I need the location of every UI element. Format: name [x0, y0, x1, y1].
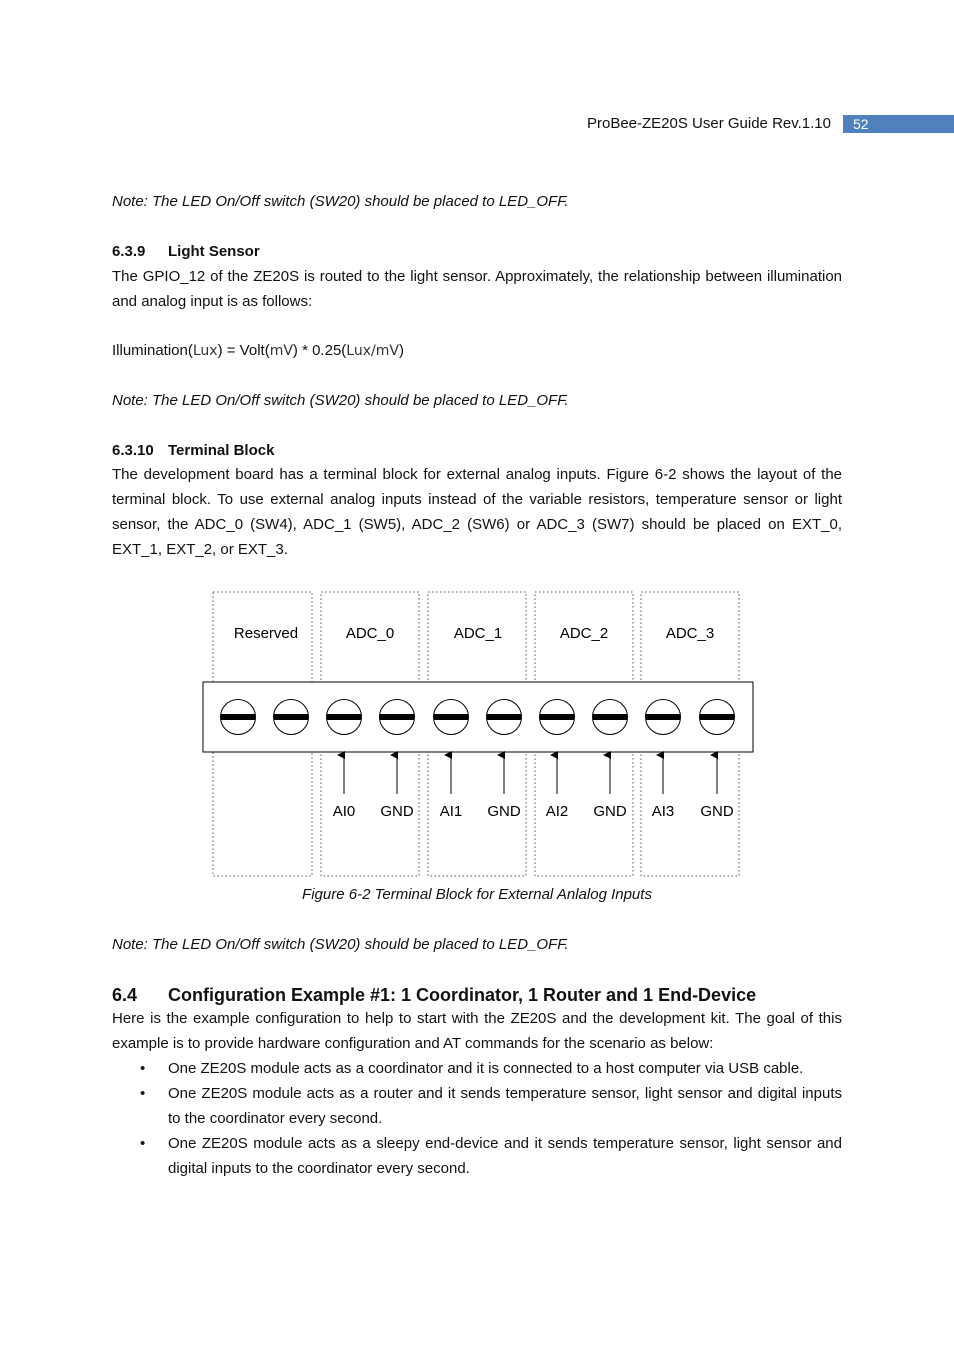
- formula-part: ) = Volt(: [217, 342, 270, 359]
- terminal-block-paragraph: The development board has a terminal block for external analog inputs. Figure 6-2 shows the layout of the terminal block. To use external analog inputs instead of the variable resistors, temperature sensor or light sensor, the ADC_0 (SW4), ADC_1 (SW5), ADC_2 (SW6) or ADC_3 (SW7) should be placed on EXT_0, EXT_1, EXT_2, or EXT_3.: [112, 466, 842, 558]
- pin-label-gnd: GND: [487, 803, 521, 820]
- formula-unit-lux-per-mv: Lux/mV: [346, 343, 399, 359]
- pin-label-ai2: AI2: [545, 803, 569, 820]
- light-sensor-paragraph: The GPIO_12 of the ZE20S is routed to the light sensor. Approximately, the relationship between illumination and analog input is as follows:: [112, 268, 842, 310]
- pin-label-ai3: AI3: [651, 803, 675, 820]
- pin-label-ai1: AI1: [439, 803, 463, 820]
- screw-terminal: [380, 700, 415, 735]
- note-led-3: Note: The LED On/Off switch (SW20) should be placed to LED_OFF.: [112, 936, 569, 953]
- bullet-dot: •: [140, 1060, 146, 1077]
- screw-terminal: [540, 700, 575, 735]
- config-example-paragraph: Here is the example configuration to help to start with the ZE20S and the development kit. The goal of this example is to provide hardware configuration and AT commands for the scenario as below:: [112, 1010, 842, 1052]
- bullet-dot: •: [140, 1085, 146, 1102]
- group-label-adc2: ADC_2: [559, 625, 609, 642]
- screw-terminal: [700, 700, 735, 735]
- list-item-text: One ZE20S module acts as a sleepy end-device and it sends temperature sensor, light sensor and digital inputs to the coordinator every second.: [168, 1135, 842, 1177]
- heading-title: Light Sensor: [168, 243, 260, 260]
- formula-unit-lux: Lux: [192, 343, 218, 359]
- heading-title: Terminal Block: [168, 442, 275, 459]
- heading-6-4: [112, 983, 756, 1007]
- pin-label-ai0: AI0: [332, 803, 356, 820]
- list-item-text: One ZE20S module acts as a router and it sends temperature sensor, light sensor and digital inputs to the coordinator every second.: [168, 1085, 842, 1127]
- screw-terminal: [646, 700, 681, 735]
- heading-number: 6.3.10: [112, 442, 154, 459]
- screw-terminal: [434, 700, 469, 735]
- list-item-text: One ZE20S module acts as a coordinator and it is connected to a host computer via USB cable.: [168, 1060, 804, 1077]
- screw-terminal: [487, 700, 522, 735]
- page-number: 52: [853, 116, 869, 132]
- list-item: [140, 1081, 842, 1131]
- group-label-adc3: ADC_3: [665, 625, 715, 642]
- formula-part: ): [398, 342, 404, 359]
- scenario-bullet-list: [140, 1056, 842, 1181]
- list-item: [140, 1131, 842, 1181]
- heading-number: 6.4: [112, 985, 138, 1005]
- list-item: [140, 1056, 842, 1081]
- screw-terminal: [274, 700, 309, 735]
- heading-number: 6.3.9: [112, 243, 146, 260]
- screw-terminal: [221, 700, 256, 735]
- bullet-dot: •: [140, 1135, 146, 1152]
- pin-label-gnd: GND: [700, 803, 734, 820]
- group-label-adc0: ADC_0: [345, 625, 395, 642]
- running-header-title: ProBee-ZE20S User Guide Rev.1.10: [586, 115, 831, 132]
- note-led-2: Note: The LED On/Off switch (SW20) should be placed to LED_OFF.: [112, 392, 569, 409]
- screw-terminal: [593, 700, 628, 735]
- formula-unit-mv: mV: [269, 343, 293, 359]
- heading-title: Configuration Example #1: 1 Coordinator, 1 Router and 1 End-Device: [168, 985, 757, 1005]
- pin-label-gnd: GND: [380, 803, 414, 820]
- group-label-reserved: Reserved: [233, 625, 299, 642]
- formula-part: Illumination(: [112, 342, 193, 359]
- formula-part: ) * 0.25(: [292, 342, 347, 359]
- screw-terminal: [327, 700, 362, 735]
- group-label-adc1: ADC_1: [453, 625, 503, 642]
- note-led-1: Note: The LED On/Off switch (SW20) should be placed to LED_OFF.: [112, 193, 569, 210]
- figure-caption: Figure 6-2 Terminal Block for External Anlalog Inputs: [302, 886, 652, 903]
- pin-label-gnd: GND: [593, 803, 627, 820]
